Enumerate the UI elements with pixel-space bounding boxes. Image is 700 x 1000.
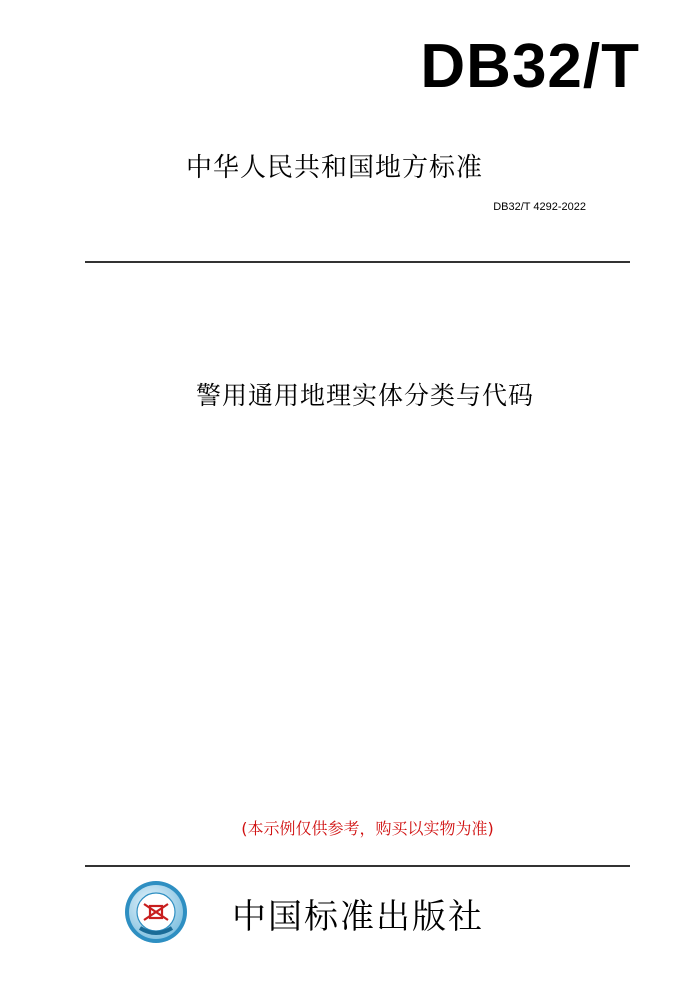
standard-code: DB32/T — [420, 32, 640, 101]
standard-number: DB32/T 4292-2022 — [493, 201, 586, 213]
standard-category: 中华人民共和国地方标准 — [186, 153, 484, 183]
sample-notice: (本示例仅供参考，购买以实物为准) — [241, 819, 494, 838]
document-title: 警用通用地理实体分类与代码 — [195, 381, 534, 410]
publisher-name: 中国标准出版社 — [232, 897, 484, 937]
top-divider — [85, 261, 630, 263]
bottom-divider — [85, 865, 630, 867]
publisher-seal-icon — [124, 880, 188, 944]
